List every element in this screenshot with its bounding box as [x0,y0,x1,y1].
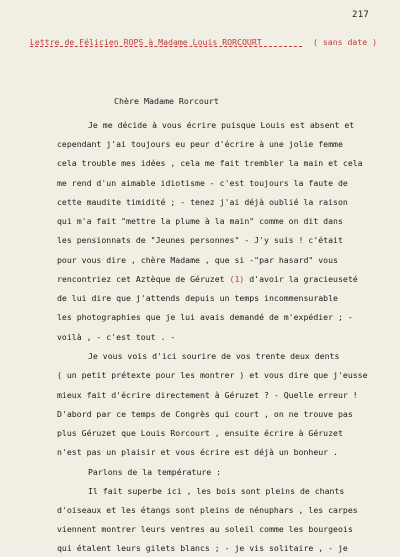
salutation: Chère Madame Rorcourt [114,96,219,106]
header-undated: ( sans date ) [313,37,378,47]
line-text: Parlons de la température : [88,467,222,477]
line-text: mieux fait d'écrire directement à Géruzet ? - Quelle erreur ! [57,390,358,400]
letter-header [30,37,390,47]
letter-line [88,486,344,496]
line-text: cependant j'ai toujours eu peur d'écrire à une jolie femme [57,139,343,149]
letter-line [57,255,338,265]
line-text: de lui dire que j'attends depuis un temps incommensurable [57,293,338,303]
line-text: D'abord par ce temps de Congrès qui court , on ne trouve pas [57,409,353,419]
line-text: ( un petit prétexte pour les montrer ) et vous dire que j'eusse [57,370,368,380]
letter-line [57,409,353,419]
letter-line [57,216,343,226]
line-text: Je me décide à vous écrire puisque Louis est absent et [88,120,355,130]
letter-line [57,197,348,207]
letter-line [57,178,348,188]
line-text: plus Géruzet que Louis Rorcourt , ensuite écrire à Géruzet [57,428,343,438]
line-text: viennent montrer leurs ventres au soleil comme les bourgeois [57,524,353,534]
letter-line [57,543,348,553]
letter-line [57,390,358,400]
letter-line [57,332,175,342]
line-text: pour vous dire , chère Madame , que si -"par hasard" vous [57,255,338,265]
letter-line [88,120,354,130]
line-text: Je vous vois d'ici sourire de vos trente deux dents [88,351,340,361]
header-line [30,37,390,49]
letter-line [57,505,358,515]
page-number: 217 [352,10,370,20]
line-text: d'oiseaux et les étangs sont pleins de nénuphars , les carpes [57,505,358,515]
line-text: me rend d'un aimable idiotisme - c'est toujours la faute de [57,178,348,188]
line-text: qui étalent leurs gilets blancs ; - je vis solitaire , - je [57,543,348,553]
letter-line [57,139,343,149]
line-text: cela trouble mes idées , cela me fait trembler la main et cela [57,158,363,168]
letter-line [57,312,353,322]
line-text: d'avoir la gracieuseté [244,274,358,284]
letter-line [57,274,358,284]
letter-line [88,467,221,477]
line-text: les pensionnats de "Jeunes personnes" - J'y suis ! c'était [57,235,343,245]
letter-line [57,447,338,457]
letter-line [57,428,343,438]
line-text: n'est pas un plaisir et vous écrire est déjà un bonheur . [57,447,338,457]
letter-line [57,235,343,245]
line-text: cette maudite timidité ; - tenez j'ai déjà oublié la raison [57,197,348,207]
letter-line [88,351,339,361]
line-text: voilà , - c'est tout . - [57,332,176,342]
letter-line [57,370,368,380]
line-text: qui m'a fait "mettre la plume à la main" comme on dit dans [57,216,343,226]
letter-line [57,524,353,534]
letter-line [57,158,363,168]
line-text: rencontriez cet Aztèque de Géruzet [57,274,230,284]
letter-line [57,293,338,303]
footnote-ref: (1) [229,274,245,284]
header-title: Lettre de Félicien ROPS à Madame Louis RORCOURT [30,37,262,47]
line-text: les photographies que je lui avais demandé de m'expédier ; - [57,312,353,322]
line-text: Il fait superbe ici , les bois sont pleins de chants [88,486,345,496]
